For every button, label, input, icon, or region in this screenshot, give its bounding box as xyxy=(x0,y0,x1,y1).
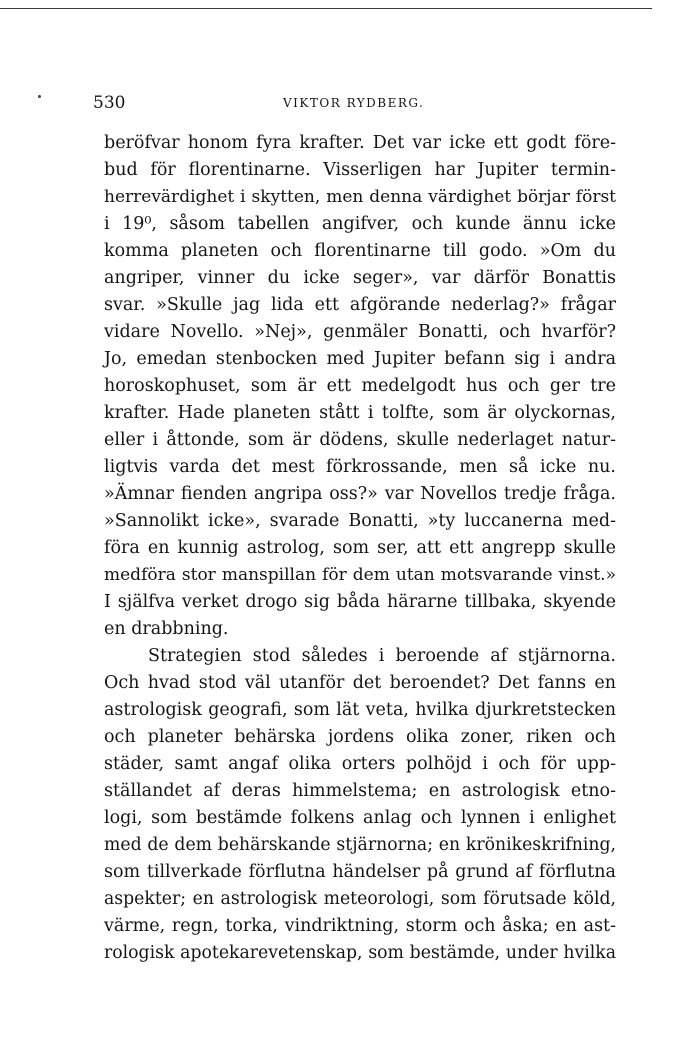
text-line: och planeter behärska jordens olika zoner, riken och xyxy=(104,727,616,747)
text-line: eller i åttonde, som är dödens, skulle nederlaget natur- xyxy=(104,430,616,450)
running-head: VIKTOR RYDBERG. xyxy=(283,96,425,110)
text-line: beröfvar honom fyra krafter. Det var icke ett godt före- xyxy=(104,133,616,153)
text-line: astrologisk geografi, som lät veta, hvilka djurkretstecken xyxy=(104,700,616,720)
text-line: Och hvad stod väl utanför det beroendet? Det fanns en xyxy=(104,673,616,693)
text-line: medföra stor manspillan för dem utan motsvarande vinst.» xyxy=(104,565,616,585)
paragraph-end-line: en drabbning. xyxy=(104,619,229,639)
text-line: städer, samt angaf olika orters polhöjd i och för upp- xyxy=(104,754,616,774)
text-line: I själfva verket drogo sig båda härarne tillbaka, skyende xyxy=(104,592,616,612)
text-line: svar. »Skulle jag lida ett afgörande nederlag?» frågar xyxy=(104,295,616,315)
text-line: föra en kunnig astrolog, som ser, att ett angrepp skulle xyxy=(104,538,616,558)
text-line: som tillverkade förflutna händelser på grund af förflutna xyxy=(104,862,616,882)
text-line: i 19⁰, såsom tabellen angifver, och kunde ännu icke xyxy=(104,214,616,234)
text-line: ställandet af deras himmelstema; en astrologisk etno- xyxy=(104,781,616,801)
text-line: bud för florentinarne. Visserligen har Jupiter termin- xyxy=(104,160,616,180)
body-text xyxy=(104,130,616,967)
text-line: »Ämnar fienden angripa oss?» var Novellos tredje fråga. xyxy=(104,484,616,504)
text-line: »Sannolikt icke», svarade Bonatti, »ty luccanerna med- xyxy=(104,511,616,531)
text-line: ligtvis varda det mest förkrossande, men så icke nu. xyxy=(104,457,616,477)
text-line: värme, regn, torka, vindriktning, storm och åska; en ast- xyxy=(104,916,616,936)
text-line: aspekter; en astrologisk meteorologi, som förutsade köld, xyxy=(104,889,616,909)
paragraph-start-line: Strategien stod således i beroende af stjärnorna. xyxy=(148,646,616,666)
top-rule xyxy=(0,8,652,9)
text-line: Jo, emedan stenbocken med Jupiter befann sig i andra xyxy=(104,349,616,369)
text-line: krafter. Hade planeten stått i tolfte, som är olyckornas, xyxy=(104,403,616,423)
page-number: 530 xyxy=(93,93,126,113)
text-line: horoskophuset, som är ett medelgodt hus och ger tre xyxy=(104,376,616,396)
text-line: angriper, vinner du icke seger», var därför Bonattis xyxy=(104,268,616,288)
text-line: komma planeten och florentinarne till godo. »Om du xyxy=(104,241,616,261)
text-line: logi, som bestämde folkens anlag och lynnen i enlighet xyxy=(104,808,616,828)
text-line: vidare Novello. »Nej», genmäler Bonatti, och hvarför? xyxy=(104,322,616,342)
scan-speck xyxy=(38,95,41,98)
text-line: herrevärdighet i skytten, men denna värdighet börjar först xyxy=(104,187,616,207)
text-line: rologisk apotekarevetenskap, som bestämde, under hvilka xyxy=(104,943,616,963)
text-line: med de dem behärskande stjärnorna; en krönikeskrifning, xyxy=(104,835,616,855)
page-header xyxy=(93,93,628,117)
